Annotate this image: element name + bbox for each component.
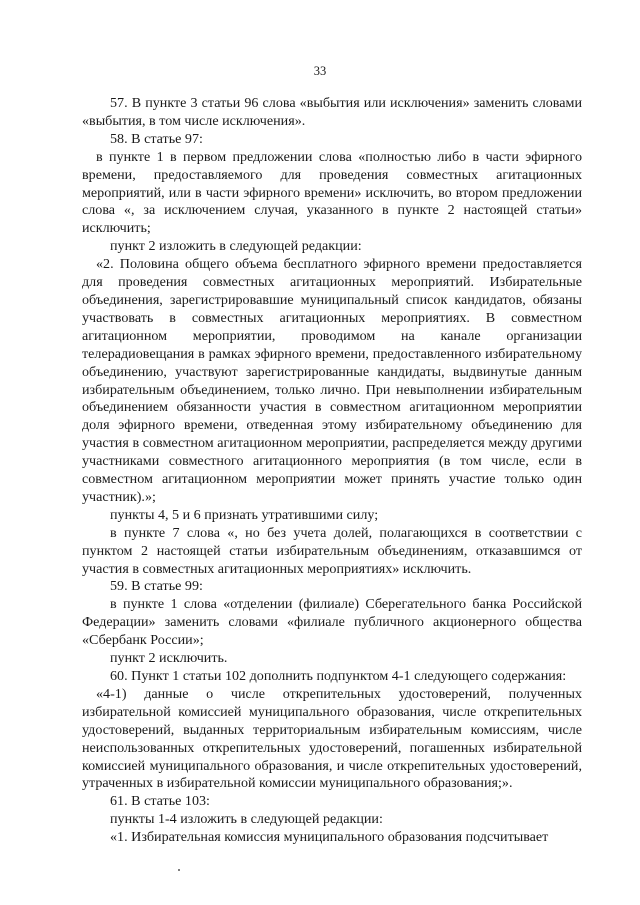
paragraph-57: 57. В пункте 3 статьи 96 слова «выбытия или исключения» заменить словами «выбытия, в том числе исключения». [82,95,582,129]
paragraph-61-heading: 61. В статье 103: [110,793,210,810]
paragraph-58-point-1: в пункте 1 в первом предложении слова «полностью либо в части эфирного времени, предоставляемого для проведения совместных агитационных мероприятий, или в части эфирного времени» исключить, во втором предложении слова «, за исключением случая, указанного в пункте 2 настоящей статьи» исключить; [82,148,582,237]
paragraph-58-point-7: в пункте 7 слова «, но без учета долей, полагающихся в соответствии с пунктом 2 настоящей статьи избирательным объединениям, отказавшимся от участия в совместных агитационных мероприятиях» исключить. [82,524,582,577]
page-number: 33 [313,64,327,78]
paragraph-60-subpoint-4-1: «4-1) данные о числе открепительных удостоверений, полученных избирательной комиссией муниципального образования, числе открепительных удостоверений, выданных территориальным избирательным комиссиям, числе неиспользованных открепительных удостоверений, погашенных избирательной комиссией муниципального образования, и числе открепительных удостоверений, утраченных в избирательной комиссии муниципального образования;». [82,685,582,792]
paragraph-58-points-4-6: пункты 4, 5 и 6 признать утратившими силу; [110,506,379,523]
document-body [82,95,582,847]
paragraph-61-point-1-start: «1. Избирательная комиссия муниципального образования подсчитывает [110,829,549,846]
paragraph-60: 60. Пункт 1 статьи 102 дополнить подпунктом 4-1 следующего содержания: [110,668,567,684]
paragraph-59-heading: 59. В статье 99: [110,578,203,595]
paragraph-58-point-2-intro: пункт 2 изложить в следующей редакции: [110,238,362,255]
paragraph-59-point-2: пункт 2 исключить. [110,650,228,667]
scan-dot-artifact [178,869,180,871]
paragraph-58-point-2-text: «2. Половина общего объема бесплатного эфирного времени предоставляется для проведения совместных агитационных мероприятий. Избирательные объединения, зарегистрировавшие муниципальный список кандидатов, обязаны участвовать в совместных агитационных мероприятиях. В совместном агитационном мероприятии, проводимом на канале организации телерадиовещания в рамках эфирного времени, предоставленного избирательному объединению, участвуют зарегистрированные кандидаты, выдвинутые данным избирательным объединением, только лично. При невыполнении избирательным объединением обязанности участия в совместном агитационном мероприятии доля эфирного времени, отведенная этому избирательному объединению для участия в совместном агитационном мероприятии, распределяется между другими участниками совместного агитационного мероприятия (в том числе, если в совместном агитационном мероприятии может принять участие только один участник).»; [82,256,582,505]
paragraph-59-point-1: в пункте 1 слова «отделении (филиале) Сберегательного банка Российской Федерации» заменить словами «филиале публичного акционерного общества «Сбербанк России»; [82,596,582,649]
paragraph-58-heading: 58. В статье 97: [110,130,203,147]
paragraph-61-points-intro: пункты 1-4 изложить в следующей редакции: [110,811,383,828]
